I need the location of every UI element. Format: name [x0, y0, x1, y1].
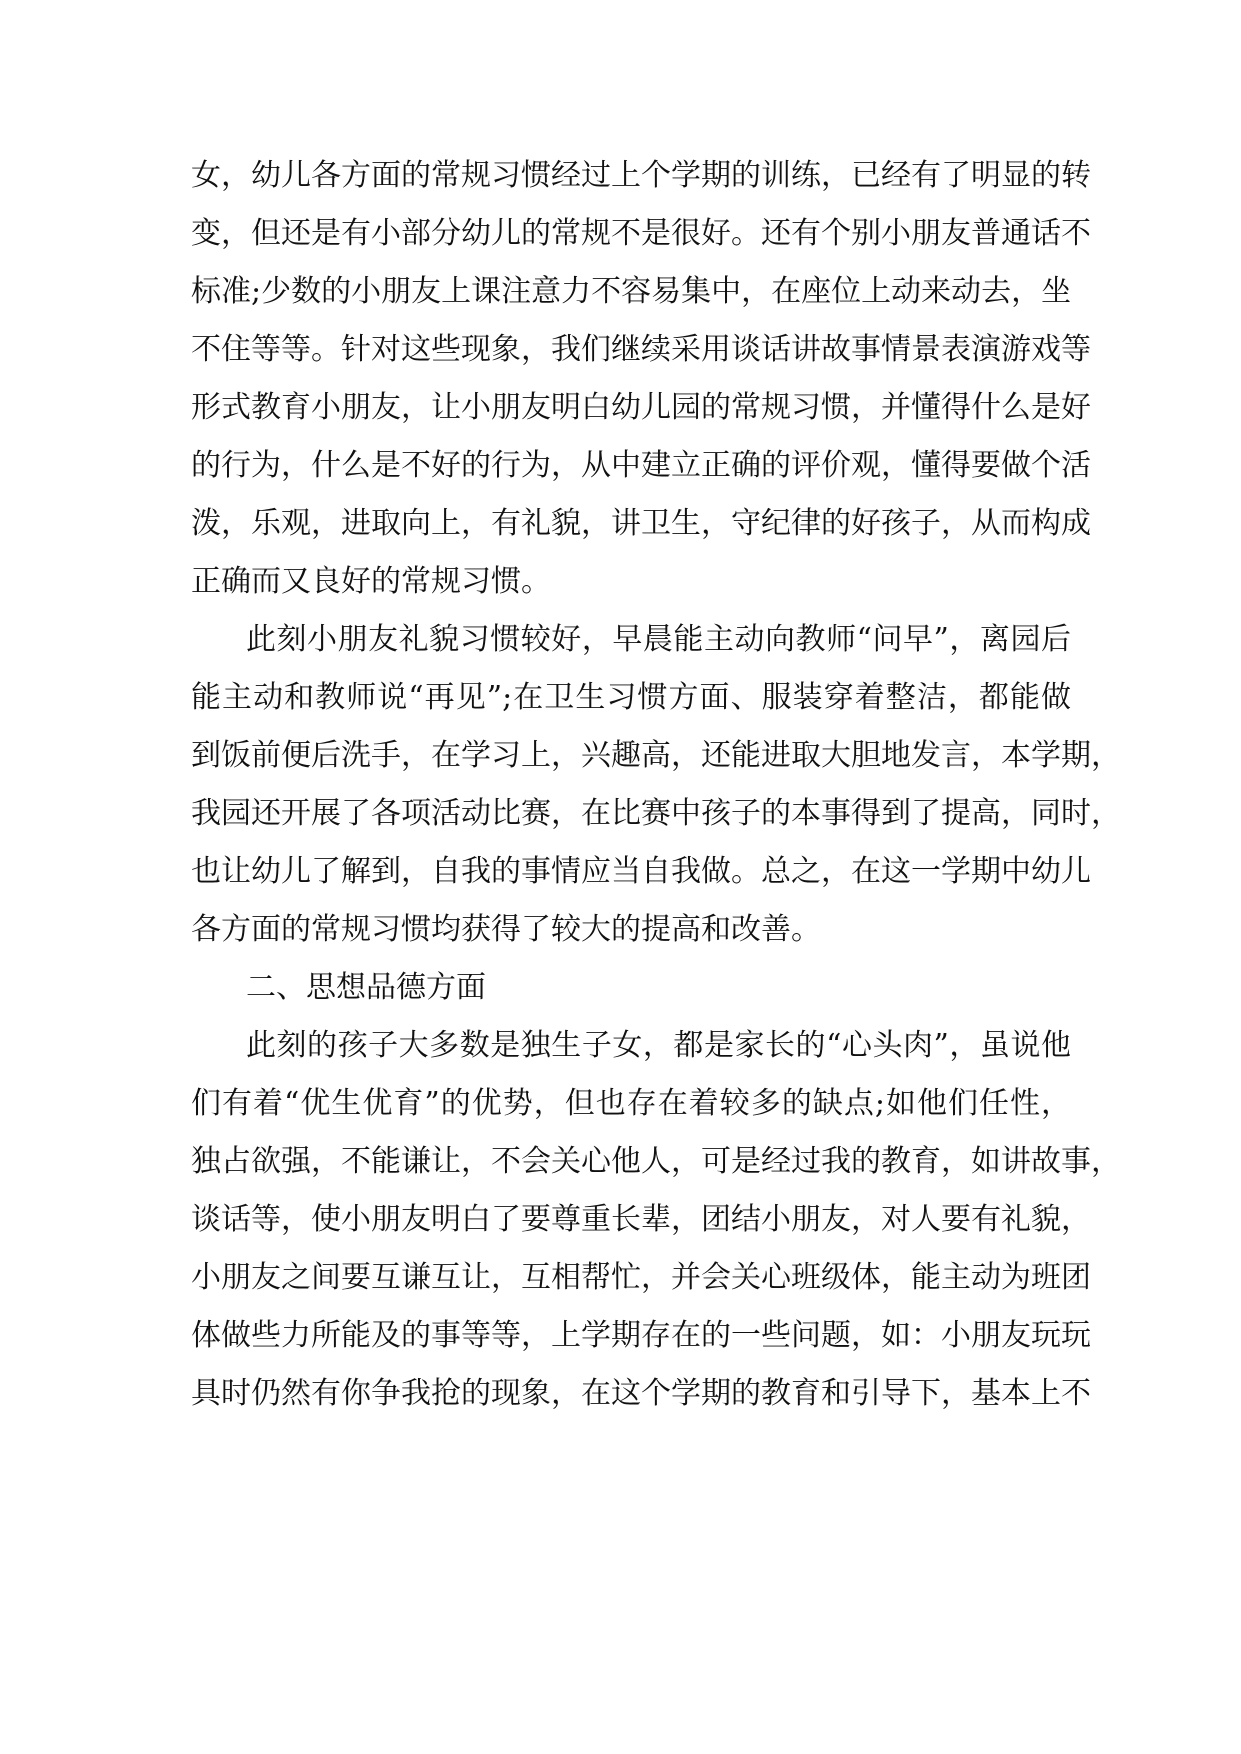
text-line: 小朋友之间要互谦互让，互相帮忙，并会关心班级体，能主动为班团	[191, 1260, 1091, 1295]
section-heading: 二、思想品德方面	[246, 970, 486, 1005]
text-line: 我园还开展了各项活动比赛，在比赛中孩子的本事得到了提高，同时，	[191, 796, 1121, 831]
text-line: 标准;少数的小朋友上课注意力不容易集中，在座位上动来动去，坐	[191, 274, 1072, 309]
text-line: 各方面的常规习惯均获得了较大的提高和改善。	[191, 912, 821, 947]
text-line: 也让幼儿了解到，自我的事情应当自我做。总之，在这一学期中幼儿	[191, 854, 1091, 889]
text-line: 正确而又良好的常规习惯。	[191, 564, 551, 599]
text-line: 具时仍然有你争我抢的现象，在这个学期的教育和引导下，基本上不	[191, 1376, 1091, 1411]
text-line: 变，但还是有小部分幼儿的常规不是很好。还有个别小朋友普通话不	[191, 216, 1091, 251]
text-line: 们有着“优生优育”的优势，但也存在着较多的缺点;如他们任性，	[191, 1086, 1071, 1121]
text-line: 到饭前便后洗手，在学习上，兴趣高，还能进取大胆地发言，本学期，	[191, 738, 1121, 773]
text-line: 形式教育小朋友，让小朋友明白幼儿园的常规习惯，并懂得什么是好	[191, 390, 1091, 425]
text-line: 不住等等。针对这些现象，我们继续采用谈话讲故事情景表演游戏等	[191, 332, 1091, 367]
text-line: 的行为，什么是不好的行为，从中建立正确的评价观，懂得要做个活	[191, 448, 1091, 483]
text-line: 女，幼儿各方面的常规习惯经过上个学期的训练，已经有了明显的转	[191, 158, 1091, 193]
text-line: 此刻的孩子大多数是独生子女，都是家长的“心头肉”，虽说他	[246, 1028, 1071, 1063]
text-line: 能主动和教师说“再见”;在卫生习惯方面、服装穿着整洁，都能做	[191, 680, 1071, 715]
text-line: 谈话等，使小朋友明白了要尊重长辈，团结小朋友，对人要有礼貌，	[191, 1202, 1091, 1237]
text-line: 体做些力所能及的事等等，上学期存在的一些问题，如：小朋友玩玩	[191, 1318, 1091, 1353]
text-line: 此刻小朋友礼貌习惯较好，早晨能主动向教师“问早”，离园后	[246, 622, 1071, 657]
text-line: 泼，乐观，进取向上，有礼貌，讲卫生，守纪律的好孩子，从而构成	[191, 506, 1091, 541]
text-line: 独占欲强，不能谦让，不会关心他人，可是经过我的教育，如讲故事，	[191, 1144, 1121, 1179]
